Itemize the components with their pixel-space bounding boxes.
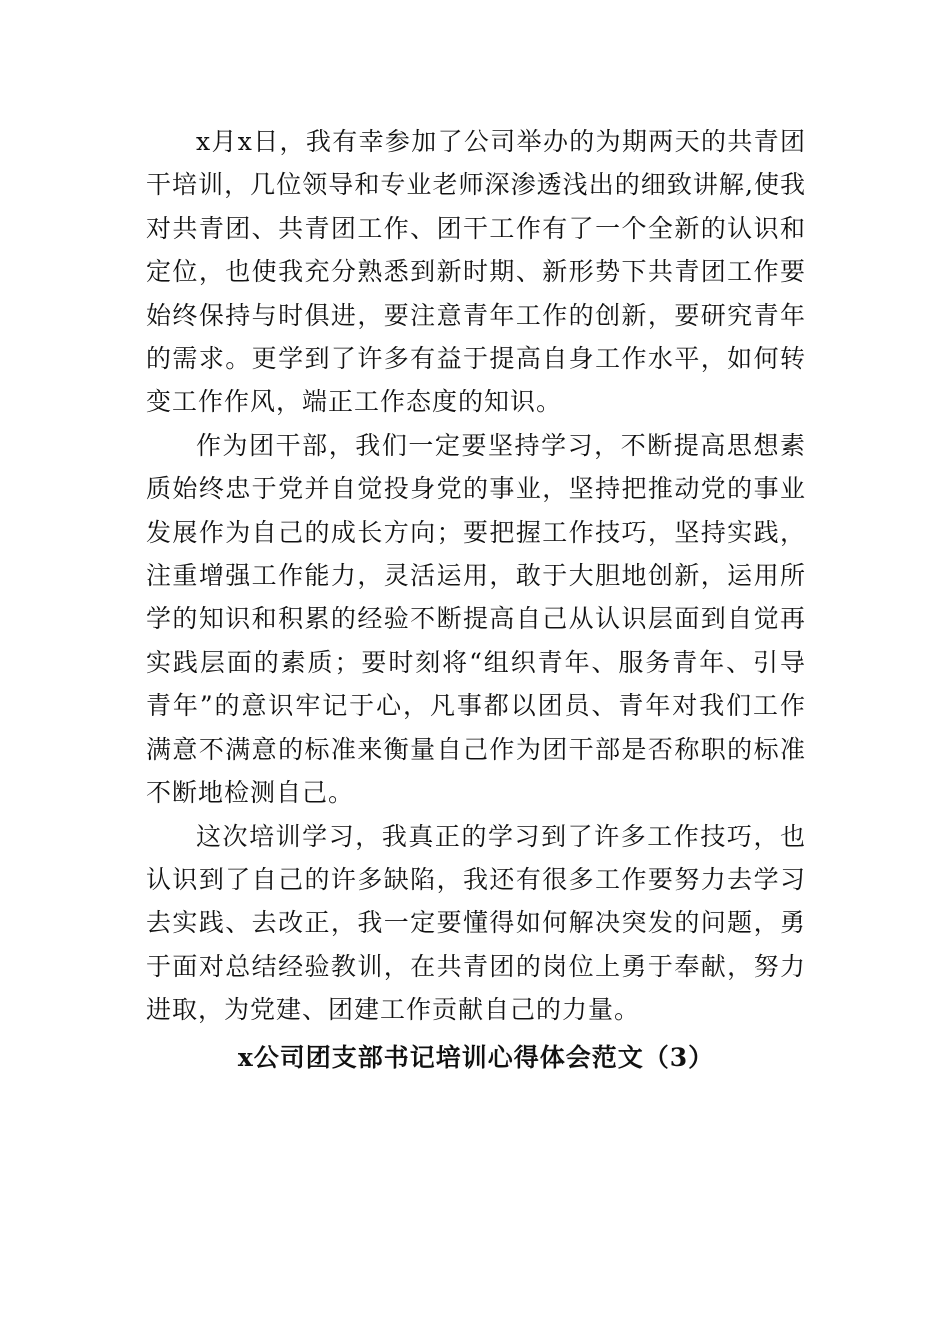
paragraph-training-intro: x月x日，我有幸参加了公司举办的为期两天的共青团干培训，几位领导和专业老师深渗透浅出的细致讲解,使我对共青团、共青团工作、团干工作有了一个全新的认识和定位，也使我充分熟悉到新时期、新形势下共青团工作要始终保持与时俱进，要注意青年工作的创新，要研究青年的需求。更学到了许多有益于提高自身工作水平，如何转变工作作风，端正工作态度的知识。: [146, 127, 806, 417]
paragraph-training-summary: 这次培训学习，我真正的学习到了许多工作技巧，也认识到了自己的许多缺陷，我还有很多工作要努力去学习去实践、去改正，我一定要懂得如何解决突发的问题，勇于面对总结经验教训，在共青团的岗位上勇于奉献，努力进取，为党建、团建工作贡献自己的力量。: [146, 821, 806, 1025]
paragraph-cadre-duties: 作为团干部，我们一定要坚持学习，不断提高思想素质始终忠于党并自觉投身党的事业，坚持把推动党的事业发展作为自己的成长方向；要把握工作技巧，坚持实践，注重增强工作能力，灵活运用，敢于大胆地创新，运用所学的知识和积累的经验不断提高自己从认识层面到自觉再实践层面的素质；要时刻将“组织青年、服务青年、引导青年”的意识牢记于心，凡事都以团员、青年对我们工作满意不满意的标准来衡量自己作为团干部是否称职的标准不断地检测自己。: [146, 430, 806, 808]
document-body: [146, 120, 806, 1032]
section-heading: x公司团支部书记培训心得体会范文（3）: [237, 1043, 715, 1072]
